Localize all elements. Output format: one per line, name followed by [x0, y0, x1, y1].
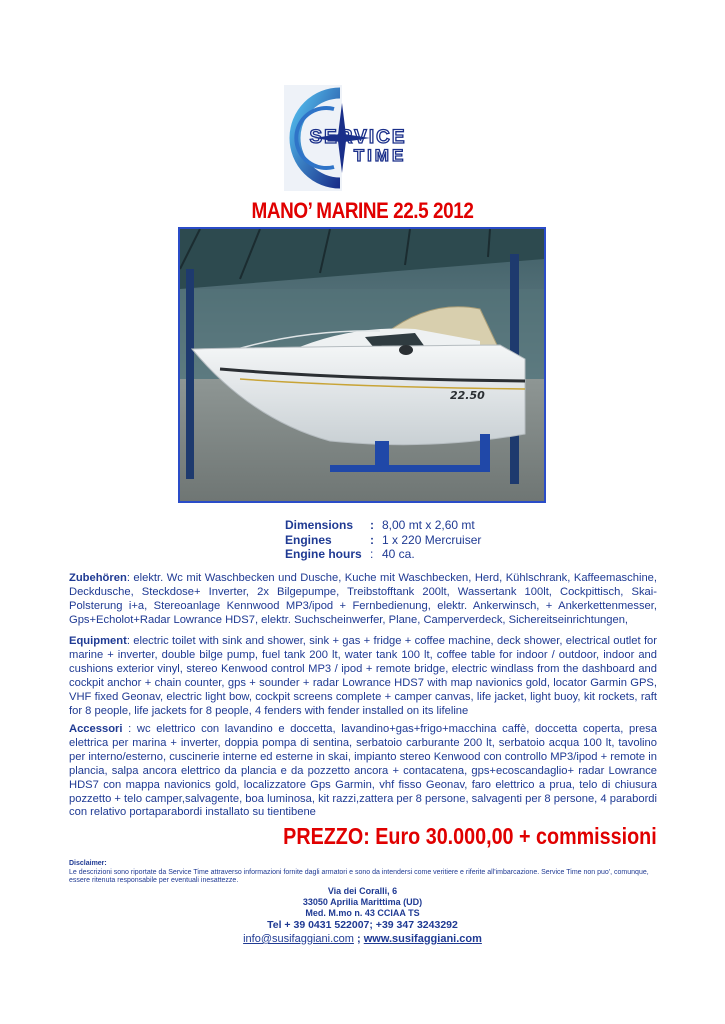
- zubehoer-text: : elektr. Wc mit Waschbecken und Dusche, Kuche mit Waschbecken, Herd, Kühlschrank, Kaffeemaschine, Deckdusche, Steckdose+ Inverter, 2x Bilgepumpe, Treibstofftank 200lt, Wassertank 100lt, Cockpittisch, Skai-Polsterung i+a, Stereoanlage Kennwood MP3/ipod + Fernbedienung, elektr. Ankerwinsch, + Ankerkettenmesser, Gps+Echolot+Radar Lowrance HDS7, elektr. Suchscheinwerfer, Plane, Camperverdeck, Sichereitseinrichtungen,: [69, 572, 657, 626]
- spec-label: Dimensions: [285, 518, 354, 532]
- boat-specs: [285, 518, 481, 562]
- spec-value: 8,00 mt x 2,60 mt: [382, 518, 475, 532]
- zubehoer-label: Zubehören: [69, 572, 127, 584]
- website-link[interactable]: www.susifaggiani.com: [363, 933, 482, 945]
- spec-label: Engine hours: [285, 547, 362, 561]
- listing-title: MANO’ MARINE 22.5 2012: [251, 198, 474, 223]
- contact-address-city: 33050 Aprilia Marittima (UD): [302, 897, 423, 907]
- spec-label: Engines: [285, 532, 332, 547]
- equipment-label: Equipment: [69, 635, 127, 647]
- spec-value: 40 ca.: [382, 547, 415, 561]
- accessori-text: : wc elettrico con lavandino e doccetta, lavandino+gas+frigo+macchina caffè, doccetta coperta, presa elettrica per marina + inverter, doppia pompa di sentina, serbatoio carburante 200 lt, serbatoio acqua 100 lt, tavolino per interno/esterno, cuscinerie interne ed esterne in skai, impianto stereo Kenwood con controllo MP3/ipod + remote in plancia, salpa ancora elettrico da plancia e da pozzetto ancora + contacatena, gps+ecoscandaglio+ radar Lowrance HDS7 con mappa navionics gold, localizzatore Gps Garmin, vhf fisso Geonav, faro elettrico a prua, telo di chiusura pozzetto + telo camper,salvagente, boa luminosa, kit razzi,zattera per 8 persone, salvagenti per 8 persone, 4 parabordi con relativo portaparabordi installato su tientibene: [69, 723, 657, 819]
- spec-separator: :: [370, 532, 374, 547]
- disclaimer-title: Disclaimer:: [69, 860, 107, 867]
- equipment-paragraph: [69, 635, 657, 718]
- contact-block: [0, 886, 725, 946]
- boat-photo: [178, 227, 546, 503]
- spec-row-engines: [285, 533, 481, 548]
- hull-model-marking: 22.50: [450, 389, 485, 402]
- contact-address-street: Via dei Coralli, 6: [327, 886, 398, 896]
- logo-word-time: TIME: [353, 146, 407, 165]
- disclaimer-text: Le descrizioni sono riportate da Service Time attraverso informazioni fornite dagli armatori e sono da intendersi come veritiere e riferite all'imbarcazione. Service Time non puo', comunque, essere ritenuta responsabile per eventuali inesattezze.: [69, 868, 649, 884]
- disclaimer: [69, 860, 664, 886]
- contact-phone: Tel + 39 0431 522007; +39 347 3243292: [267, 919, 458, 931]
- email-link[interactable]: info@susifaggiani.com: [243, 933, 354, 945]
- zubehoer-paragraph: [69, 572, 657, 628]
- spec-row-dimensions: [285, 518, 481, 533]
- contact-registry: Med. M.mo n. 43 CCIAA TS: [305, 908, 420, 918]
- contact-links: [0, 932, 725, 946]
- price-line: [0, 823, 657, 850]
- accessori-label: Accessori: [69, 723, 123, 735]
- price-text: PREZZO: Euro 30.000,00 + commissioni: [283, 823, 657, 849]
- logo-word-service: SERVICE: [309, 127, 407, 148]
- equipment-text: : electric toilet with sink and shower, sink + gas + fridge + coffee machine, deck shower, electrical outlet for marine + inverter, double bilge pump, fuel tank 200 lt, water tank 100 lt, coffee table for indoor / outdoor, indoor and cushions exterior vinyl, stereo Kenwood control MP3 / ipod + remote bridge, electric windlass from the dashboard and cockpit anchor + chain counter, gps + sounder + radar Lowrance HDS7 with map navionics gold, locator Garmin GPS, VHF fixed Geonav, electric light bow, cockpit screens complete + camper canvas, life jacket, light buoy, kit rockets, raft for 8 people, life jackets for 8 people, 4 fenders with fender installed on its lifeline: [69, 635, 657, 717]
- spec-separator: :: [370, 547, 374, 561]
- accessori-paragraph: [69, 723, 657, 820]
- boat-photo-illustration: [180, 229, 544, 501]
- spec-separator: :: [370, 518, 374, 532]
- service-time-logo: [258, 83, 420, 195]
- link-separator: ;: [353, 933, 364, 945]
- spec-value: 1 x 220 Mercruiser: [382, 532, 482, 547]
- spec-row-engine-hours: [285, 547, 481, 562]
